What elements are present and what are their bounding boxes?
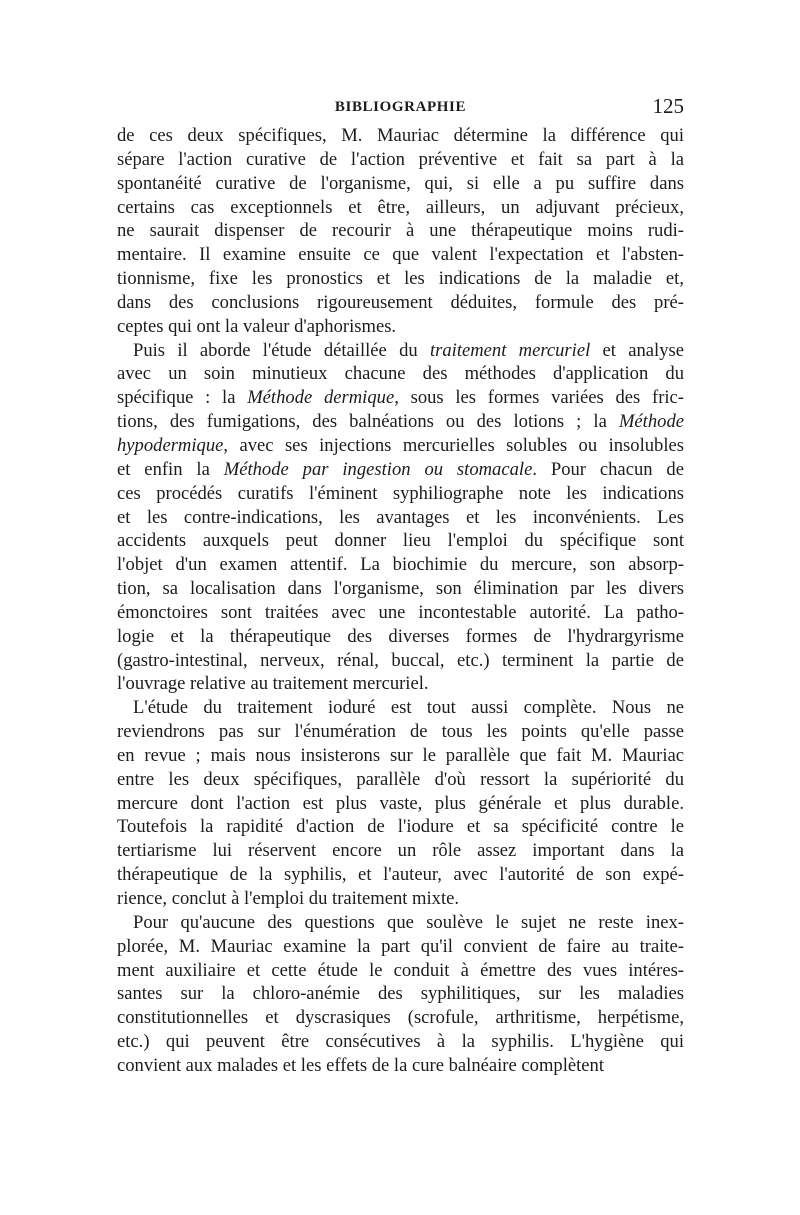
text-run: Puis il aborde l'étude détaillée du (133, 339, 430, 361)
text-run: constitutionnelles et dyscrasiques (scrofule, arthritisme, herpétisme, (117, 1007, 684, 1029)
text-line (117, 124, 684, 148)
paragraph (117, 339, 684, 697)
text-line (117, 196, 684, 220)
italic-text: traitement mercuriel (429, 339, 591, 361)
text-line (117, 601, 684, 625)
text-line (117, 1030, 684, 1054)
text-line (117, 434, 684, 458)
text-run: tionnisme, fixe les pronostics et les indications de la maladie et, (117, 268, 684, 290)
text-run: logie et la thérapeutique des diverses formes de l'hydrargyrisme (117, 625, 684, 647)
text-run: entre les deux spécifiques, parallèle d'où ressort la supériorité du (117, 768, 684, 790)
text-line (117, 649, 684, 673)
text-line (117, 529, 684, 553)
text-line (117, 887, 684, 911)
text-run: tertiarisme lui réservent encore un rôle assez important dans la (117, 840, 684, 862)
text-line (117, 672, 684, 696)
text-run: certains cas exceptionnels et être, ailleurs, un adjuvant précieux, (117, 196, 684, 218)
text-line (117, 744, 684, 768)
text-line (117, 362, 684, 386)
text-run: sépare l'action curative de l'action préventive et fait sa part à la (117, 148, 684, 170)
text-line (117, 148, 684, 172)
text-run: mercure dont l'action est plus vaste, plus générale et plus durable. (117, 792, 684, 814)
page-number: 125 (652, 94, 684, 118)
body-text (117, 124, 684, 1078)
text-run: et les contre-indications, les avantages et les inconvénients. Les (117, 506, 684, 528)
text-line (117, 839, 684, 863)
text-line (117, 219, 684, 243)
text-run: en revue ; mais nous insisterons sur le parallèle que fait M. Mauriac (117, 744, 684, 766)
text-run: etc.) qui peuvent être consécutives à la syphilis. L'hygiène qui (117, 1031, 684, 1053)
text-line (117, 1054, 684, 1078)
text-line (117, 935, 684, 959)
italic-text: Méthode (618, 411, 684, 433)
text-run: thérapeutique de la syphilis, et l'auteur, avec l'autorité de son expé- (117, 864, 684, 886)
text-run: Pour qu'aucune des questions que soulève le sujet ne reste inex- (133, 911, 684, 933)
text-line (117, 959, 684, 983)
text-line (117, 768, 684, 792)
text-line (117, 482, 684, 506)
text-run: l'objet d'un examen attentif. La biochimie du mercure, son absorp- (117, 554, 684, 576)
text-run: , sous les formes variées des fric- (394, 387, 684, 409)
text-line (117, 339, 684, 363)
text-run: santes sur la chloro-anémie des syphilitiques, sur les maladies (117, 983, 684, 1005)
text-run: émonctoires sont traitées avec une incontestable autorité. La patho- (117, 601, 684, 623)
text-run: (gastro-intestinal, nerveux, rénal, buccal, etc.) terminent la partie de (117, 649, 684, 671)
italic-text: Méthode par ingestion ou stomacale (223, 458, 533, 480)
text-run: , avec ses injections mercurielles solubles ou insolubles (223, 434, 684, 456)
text-line (117, 291, 684, 315)
text-line (117, 577, 684, 601)
text-line (117, 315, 684, 339)
text-run: plorée, M. Mauriac examine la part qu'il convient de faire au traite- (117, 935, 684, 957)
text-run: reviendrons pas sur l'énumération de tous les points qu'elle passe (117, 721, 684, 743)
text-run: dans des conclusions rigoureusement déduites, formule des pré- (117, 291, 684, 313)
text-run: avec un soin minutieux chacune des méthodes d'application du (117, 363, 684, 385)
text-run: rience, conclut à l'emploi du traitement mixte. (117, 888, 460, 909)
running-head (117, 94, 684, 123)
text-run: ces procédés curatifs l'éminent syphiliographe note les indications (117, 482, 684, 504)
text-line (117, 243, 684, 267)
text-line (117, 720, 684, 744)
text-line (117, 506, 684, 530)
text-run: mentaire. Il examine ensuite ce que valent l'expectation et l'absten- (117, 244, 684, 266)
text-run: et analyse (590, 339, 684, 361)
italic-text: Méthode dermique (247, 387, 395, 409)
text-run: convient aux malades et les effets de la cure balnéaire complètent (117, 1054, 605, 1076)
text-run: et enfin la (117, 458, 224, 480)
text-run: tions, des fumigations, des balnéations ou des lotions ; la (117, 411, 619, 433)
text-line (117, 410, 684, 434)
text-line (117, 696, 684, 720)
text-run: ment auxiliaire et cette étude le conduit à émettre des vues intéres- (117, 959, 684, 981)
text-line (117, 172, 684, 196)
paragraph (117, 911, 684, 1078)
text-run: L'étude du traitement ioduré est tout aussi complète. Nous ne (133, 697, 684, 719)
text-run: spontanéité curative de l'organisme, qui, si elle a pu suffire dans (117, 172, 684, 194)
paragraph (117, 124, 684, 339)
text-run: . Pour chacun de (532, 458, 684, 480)
text-line (117, 267, 684, 291)
paragraph (117, 696, 684, 911)
running-title: BIBLIOGRAPHIE (334, 99, 467, 115)
text-run: accidents auxquels peut donner lieu l'emploi du spécifique sont (117, 530, 684, 552)
text-line (117, 1006, 684, 1030)
text-line (117, 863, 684, 887)
text-line (117, 625, 684, 649)
text-run: l'ouvrage relative au traitement mercuriel. (117, 673, 429, 695)
italic-text: hypodermique (117, 434, 224, 456)
text-line (117, 792, 684, 816)
text-line (117, 386, 684, 410)
text-run: ceptes qui ont la valeur d'aphorismes. (117, 315, 397, 337)
text-line (117, 553, 684, 577)
text-run: spécifique : la (117, 387, 248, 409)
text-run: Toutefois la rapidité d'action de l'iodure et sa spécificité contre le (117, 816, 684, 838)
text-run: tion, sa localisation dans l'organisme, son élimination par les divers (117, 578, 684, 600)
text-line (117, 911, 684, 935)
text-line (117, 982, 684, 1006)
text-line (117, 815, 684, 839)
text-run: de ces deux spécifiques, M. Mauriac détermine la différence qui (117, 125, 684, 146)
text-line (117, 458, 684, 482)
text-run: ne saurait dispenser de recourir à une thérapeutique moins rudi- (117, 220, 684, 242)
